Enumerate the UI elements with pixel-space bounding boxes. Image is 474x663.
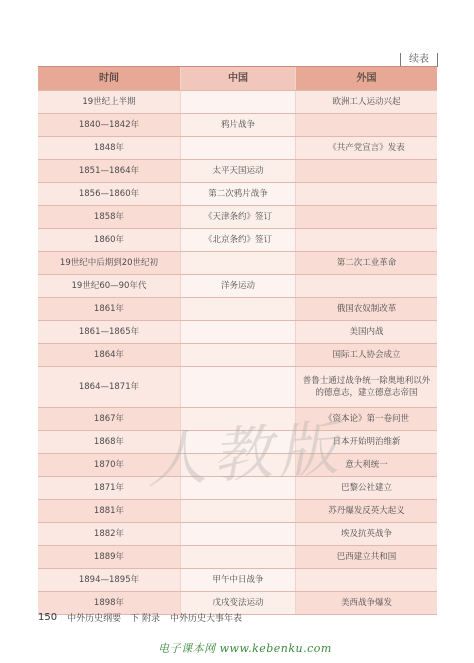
cell-time: 1882年 — [38, 523, 180, 545]
cell-time: 19世纪上半期 — [38, 91, 180, 113]
site-banner: 电子课本网 www.kebenku.com — [158, 642, 332, 655]
cell-china: 《天津条约》签订 — [180, 206, 295, 228]
cell-china — [180, 91, 295, 113]
cell-time: 1861年 — [38, 298, 180, 320]
cell-foreign: 美国内战 — [295, 321, 437, 343]
cell-foreign: 国际工人协会成立 — [295, 344, 437, 366]
table-row — [38, 431, 437, 454]
cell-foreign: 意大利统一 — [295, 454, 437, 476]
table-row — [38, 569, 437, 592]
cell-time: 1864—1871年 — [38, 367, 180, 407]
header-time: 时间 — [38, 67, 180, 90]
cell-china: 太平天国运动 — [180, 160, 295, 182]
cell-china: 洋务运动 — [180, 275, 295, 297]
cell-time: 1864年 — [38, 344, 180, 366]
cell-foreign — [295, 275, 437, 297]
cell-time: 1867年 — [38, 408, 180, 430]
table-header-row — [38, 67, 437, 91]
table-row — [38, 500, 437, 523]
cell-foreign: 巴西建立共和国 — [295, 546, 437, 568]
cell-china — [180, 477, 295, 499]
cell-china — [180, 546, 295, 568]
cell-china — [180, 321, 295, 343]
continued-tag: 续表 — [400, 53, 438, 67]
cell-foreign: 普鲁士通过战争统一除奥地利以外的德意志，建立德意志帝国 — [295, 367, 437, 407]
table-row — [38, 454, 437, 477]
header-foreign: 外国 — [295, 67, 437, 90]
header-china: 中国 — [180, 67, 295, 90]
table-row — [38, 275, 437, 298]
cell-china: 《北京条约》签订 — [180, 229, 295, 251]
cell-foreign: 日本开始明治维新 — [295, 431, 437, 453]
cell-foreign: 美西战争爆发 — [295, 592, 437, 614]
cell-china — [180, 431, 295, 453]
table-row — [38, 408, 437, 431]
cell-time: 1871年 — [38, 477, 180, 499]
table-row — [38, 252, 437, 275]
cell-china — [180, 454, 295, 476]
cell-foreign: 俄国农奴制改革 — [295, 298, 437, 320]
cell-china — [180, 137, 295, 159]
table-row — [38, 523, 437, 546]
cell-time: 1898年 — [38, 592, 180, 614]
cell-time: 1840—1842年 — [38, 114, 180, 136]
page-footer — [38, 611, 242, 624]
table-body — [38, 91, 437, 615]
cell-foreign: 第二次工业革命 — [295, 252, 437, 274]
cell-foreign: 《共产党宣言》发表 — [295, 137, 437, 159]
cell-time: 1848年 — [38, 137, 180, 159]
cell-china — [180, 344, 295, 366]
cell-foreign — [295, 569, 437, 591]
cell-china — [180, 408, 295, 430]
chronology-table — [38, 66, 437, 615]
cell-time: 19世纪60—90年代 — [38, 275, 180, 297]
cell-foreign: 苏丹爆发反英大起义 — [295, 500, 437, 522]
table-row — [38, 114, 437, 137]
book-title: 中外历史纲要 下 附录 — [67, 614, 160, 624]
cell-time: 1889年 — [38, 546, 180, 568]
cell-time: 1851—1864年 — [38, 160, 180, 182]
table-row — [38, 91, 437, 114]
cell-time: 1881年 — [38, 500, 180, 522]
cell-china: 甲午中日战争 — [180, 569, 295, 591]
table-row — [38, 206, 437, 229]
cell-foreign — [295, 114, 437, 136]
table-row — [38, 298, 437, 321]
cell-time: 1860年 — [38, 229, 180, 251]
cell-foreign: 《资本论》第一卷问世 — [295, 408, 437, 430]
cell-time: 19世纪中后期到20世纪初 — [38, 252, 180, 274]
cell-time: 1868年 — [38, 431, 180, 453]
table-row — [38, 477, 437, 500]
cell-foreign — [295, 183, 437, 205]
cell-china — [180, 523, 295, 545]
cell-time: 1856—1860年 — [38, 183, 180, 205]
table-row — [38, 344, 437, 367]
cell-china: 第二次鸦片战争 — [180, 183, 295, 205]
cell-china — [180, 367, 295, 407]
table-row — [38, 321, 437, 344]
cell-china: 鸦片战争 — [180, 114, 295, 136]
cell-time: 1894—1895年 — [38, 569, 180, 591]
cell-foreign: 埃及抗英战争 — [295, 523, 437, 545]
table-row — [38, 546, 437, 569]
cell-time: 1870年 — [38, 454, 180, 476]
table-row — [38, 183, 437, 206]
cell-china: 戊戌变法运动 — [180, 592, 295, 614]
cell-foreign — [295, 229, 437, 251]
page-number: 150 — [38, 612, 58, 623]
cell-foreign: 欧洲工人运动兴起 — [295, 91, 437, 113]
section-title: 中外历史大事年表 — [169, 614, 242, 624]
table-row — [38, 137, 437, 160]
cell-time: 1858年 — [38, 206, 180, 228]
table-row — [38, 229, 437, 252]
cell-china — [180, 500, 295, 522]
table-row — [38, 367, 437, 408]
cell-time: 1861—1865年 — [38, 321, 180, 343]
cell-china — [180, 252, 295, 274]
cell-foreign — [295, 206, 437, 228]
watermark: 人教版 — [143, 413, 347, 497]
cell-china — [180, 298, 295, 320]
table-row — [38, 160, 437, 183]
cell-foreign — [295, 160, 437, 182]
cell-foreign: 巴黎公社建立 — [295, 477, 437, 499]
